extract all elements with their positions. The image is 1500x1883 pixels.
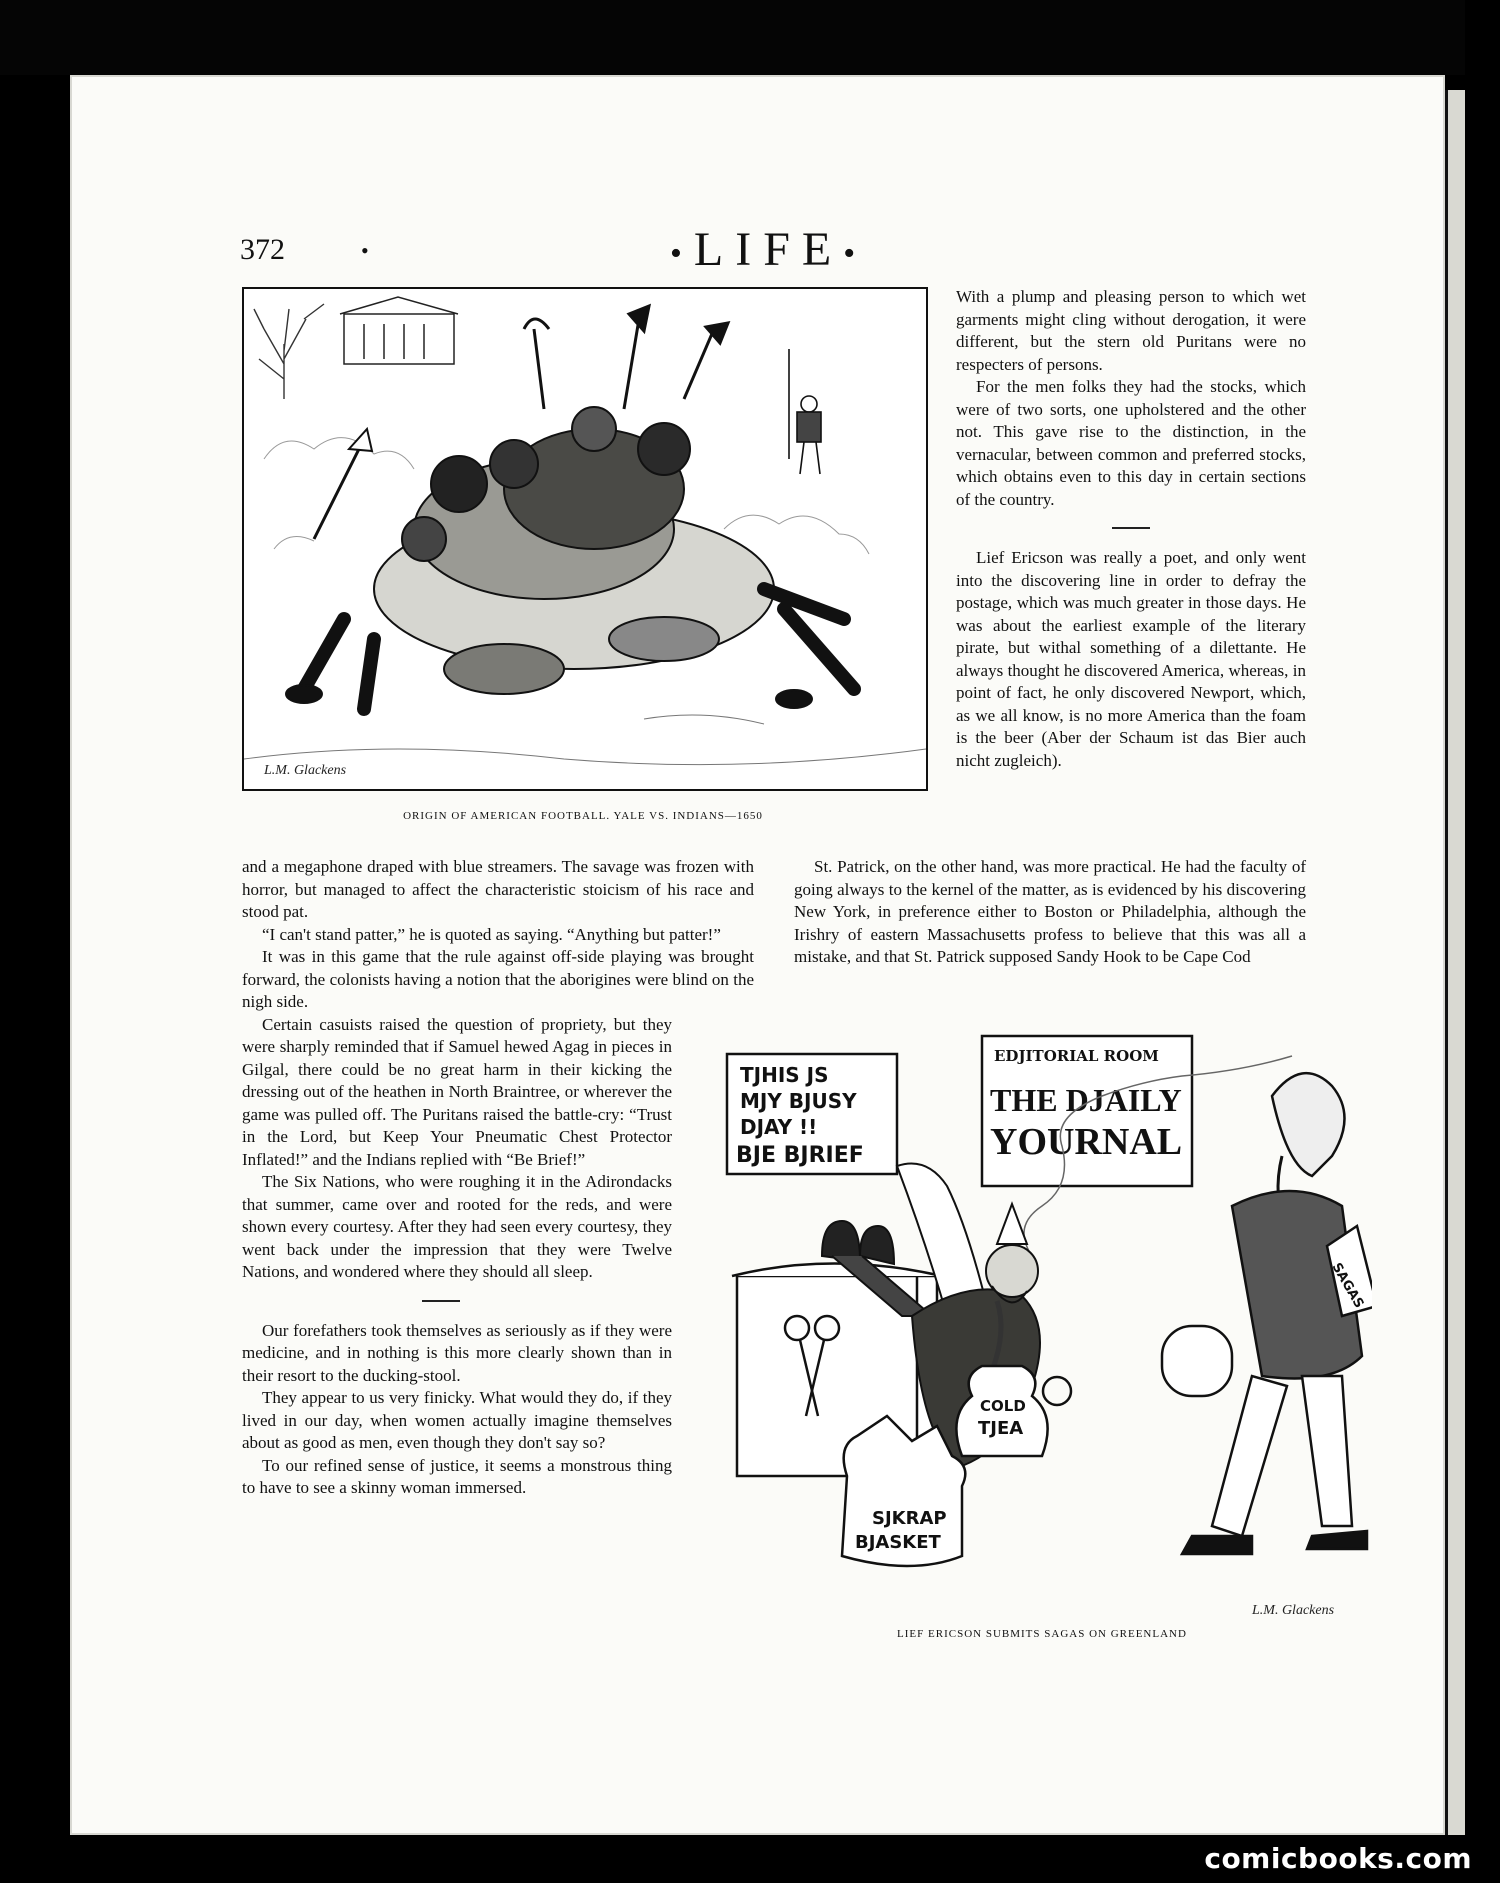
newspaper-name-line: THE DJAILY xyxy=(990,1082,1182,1118)
viking-figure xyxy=(1162,1073,1372,1554)
football-illustration xyxy=(242,287,928,791)
paragraph: Our forefathers took themselves as seriously as if they were medicine, and in nothing is this more clearly shown than in their resort to the ducking-stool. xyxy=(242,1320,672,1385)
sign-line: BJE BJRIEF xyxy=(736,1143,864,1168)
paragraph: With a plump and pleasing person to which wet garments might cling without derogation, it were different, but the stern old Puritans were no respecters of persons. xyxy=(956,287,1306,374)
sign-line: DJAY !! xyxy=(740,1115,818,1139)
sagas-label: SAGAS xyxy=(1328,1260,1367,1311)
left-column xyxy=(242,856,754,1500)
paragraph: It was in this game that the rule against off-side playing was brought forward, the colonists having a notion that the aborigines were blind on the nigh side. xyxy=(242,947,754,1011)
section-divider xyxy=(422,1300,460,1302)
editorial-room-drawing xyxy=(712,1016,1372,1626)
paragraph: They appear to us very finicky. What would they do, if they lived in our day, when women actually imagine themselves about as good as men, even though they don't say so? xyxy=(242,1388,672,1452)
basket-label: SJKRAP xyxy=(872,1508,947,1529)
top-illustration-signature: L.M. Glackens xyxy=(264,763,347,778)
newspaper-name-line: YOURNAL xyxy=(990,1121,1183,1163)
paragraph: For the men folks they had the stocks, which were of two sorts, one upholstered and the other not. This gave rise to the distinction, in the vernacular, between common and preferred stocks, which obtains even to this day in certain sections of the country. xyxy=(956,377,1306,509)
paragraph: Certain casuists raised the question of propriety, but they were sharply reminded that if Samuel hewed Agag in pieces in Gilgal, there could be no great harm in their kicking the dressing out of the heathen in North Braintree, or wherever the game was pulled off. The Puritans raised the battle-cry: “Trust in the Lord, but Keep Your Pneumatic Chest Protector Inflated!” and the Indians replied with “Be Brief!” xyxy=(242,1014,672,1169)
editorial-door xyxy=(982,1036,1192,1186)
paragraph: St. Patrick, on the other hand, was more practical. He had the faculty of going always to the kernel of the matter, as is evidenced by his discovering New York, in preference either to Boston or Philadelphia, although the Irishry of eastern Massachusetts profess to believe that this was all a mistake, and that St. Patrick supposed Sandy Hook to be Cape Cod xyxy=(794,857,1306,966)
busy-sign xyxy=(727,1054,897,1174)
paragraph: and a megaphone draped with blue streamers. The savage was frozen with horror, but managed to affect the characteristic stoicism of his race and stood pat. xyxy=(242,857,754,921)
magazine-title xyxy=(670,222,867,277)
title-dot-right-icon: • xyxy=(843,234,868,272)
paragraph: Lief Ericson was really a poet, and only went into the discovering line in order to defray the postage, which was much greater in those days. He was about the earliest example of the literary pirate, but withal something of a dilettante. He always thought he discovered America, whereas, in point of fact, he only discovered Newport, which, as we all know, is no more America than the foam is the beer (Aber der Schaum ist das Bier auch nicht zugleich). xyxy=(956,548,1306,770)
paragraph: “I can't stand patter,” he is quoted as saying. “Anything but patter!” xyxy=(262,924,721,944)
jug-label: TJEA xyxy=(978,1418,1024,1439)
title-dot-left-icon: • xyxy=(670,234,694,272)
magazine-title-text: LIFE xyxy=(693,223,844,276)
ericson-illustration xyxy=(712,1016,1372,1626)
right-column-top xyxy=(956,286,1306,772)
scan-border-right xyxy=(1465,0,1500,1883)
watermark: comicbooks.com xyxy=(1204,1842,1472,1875)
top-illustration-caption: ORIGIN OF AMERICAN FOOTBALL. YALE VS. INDIANS—1650 xyxy=(403,810,763,822)
bottom-illustration-signature: L.M. Glackens xyxy=(1252,1603,1335,1618)
door-label: EDJITORIAL ROOM xyxy=(994,1047,1159,1065)
football-scrum-drawing xyxy=(244,289,926,789)
paragraph: The Six Nations, who were roughing it in the Adirondacks that summer, came over and rooted for the reds, and were shown every courtesy. After they had seen every courtesy, they went back under the impression that they were Twelve Nations, and wondered where they should all sleep. xyxy=(242,1172,672,1281)
tea-jug xyxy=(956,1366,1071,1456)
basket-label: BJASKET xyxy=(855,1532,941,1553)
bottom-illustration-caption: LIEF ERICSON SUBMITS SAGAS ON GREENLAND xyxy=(897,1628,1187,1640)
header-dot: • xyxy=(361,238,369,263)
page-number: 372 xyxy=(240,233,285,266)
right-column-bottom xyxy=(794,856,1306,969)
paragraph: To our refined sense of justice, it seems a monstrous thing to have to see a skinny woman immersed. xyxy=(242,1455,672,1497)
section-divider xyxy=(1112,527,1150,529)
jug-label: COLD xyxy=(980,1397,1026,1415)
sign-line: MJY BJUSY xyxy=(740,1089,857,1113)
sign-line: TJHIS JS xyxy=(740,1063,829,1087)
scan-border-top xyxy=(0,0,1500,75)
